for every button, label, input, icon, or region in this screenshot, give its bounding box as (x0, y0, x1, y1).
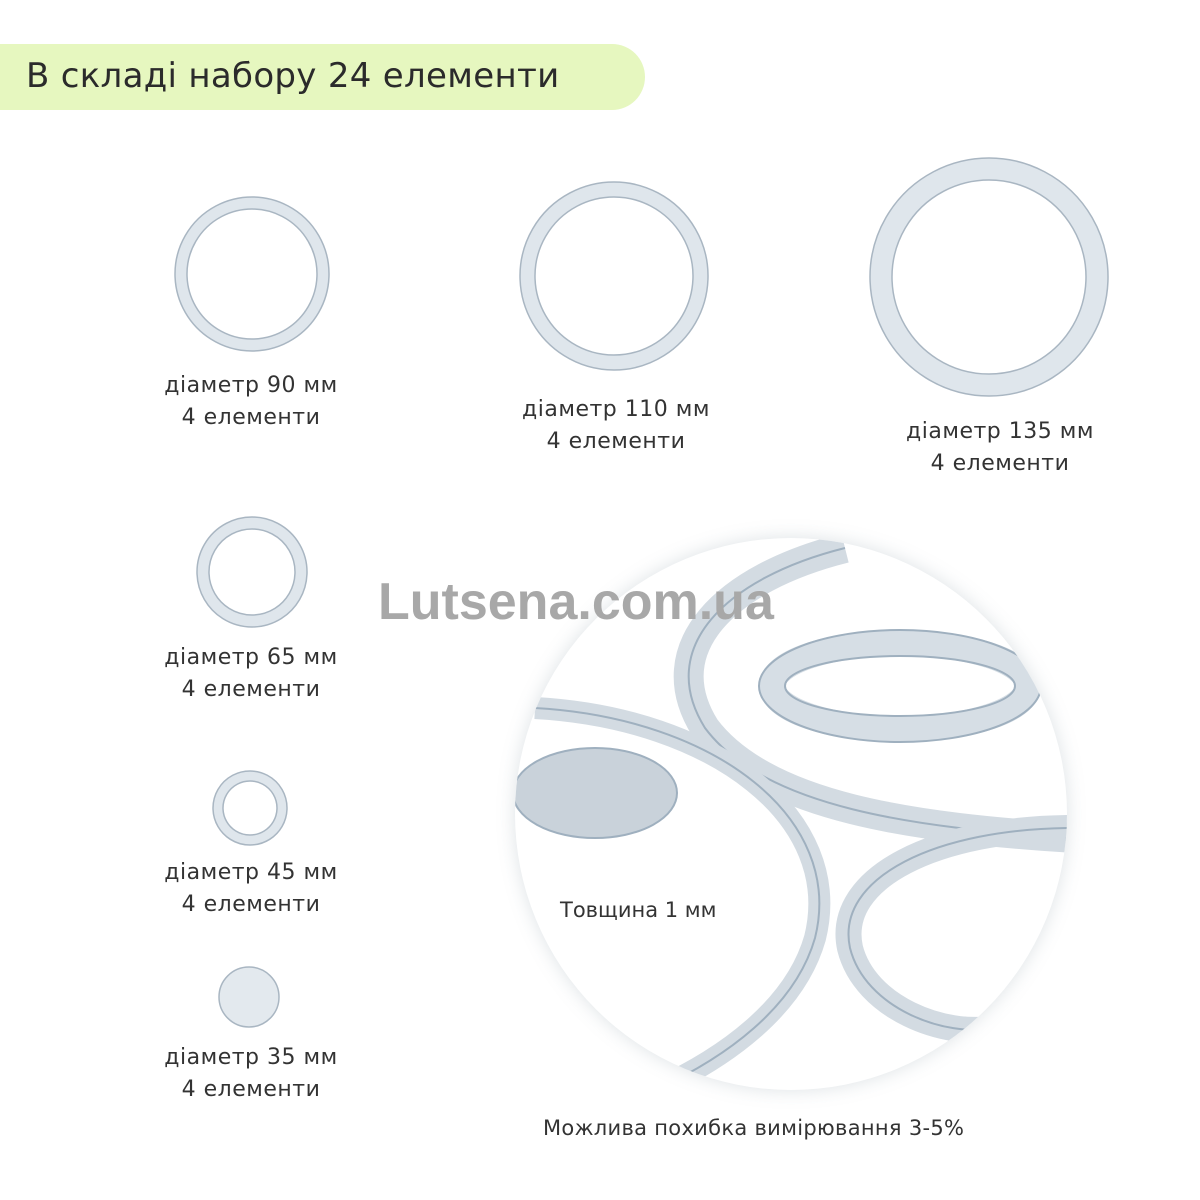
ring-count-text: 4 елементи (181, 405, 321, 430)
banner-title: В складі набору 24 елементи (26, 56, 560, 96)
ring-110mm-image (518, 180, 710, 372)
watermark-text: Lutsena.com.ua (378, 573, 774, 631)
ring-135mm-image (868, 156, 1110, 398)
thickness-label: Товщина 1 мм (560, 898, 717, 922)
ring-count-text: 4 елементи (181, 1077, 321, 1102)
ring-65mm-image (195, 515, 309, 629)
ring-90mm-label (101, 370, 401, 434)
ring-45mm-image (211, 769, 289, 847)
ring-diameter-text: діаметр 135 мм (906, 419, 1094, 444)
ring-45mm-label (101, 857, 401, 921)
ring-diameter-text: діаметр 90 мм (164, 373, 338, 398)
title-banner (0, 44, 645, 110)
ring-count-text: 4 елементи (546, 429, 686, 454)
ring-110mm-label (466, 394, 766, 458)
ring-90mm-image (173, 195, 331, 353)
ring-count-text: 4 елементи (930, 451, 1070, 476)
ring-count-text: 4 елементи (181, 892, 321, 917)
measurement-note: Можлива похибка вимірювання 3-5% (543, 1116, 965, 1140)
ring-diameter-text: діаметр 45 мм (164, 860, 338, 885)
ring-diameter-text: діаметр 110 мм (522, 397, 710, 422)
disc-35mm-image (217, 965, 281, 1029)
ring-65mm-label (101, 642, 401, 706)
ring-135mm-label (850, 416, 1150, 480)
disc-35mm-label (101, 1042, 401, 1106)
ring-diameter-text: діаметр 65 мм (164, 645, 338, 670)
ring-diameter-text: діаметр 35 мм (164, 1045, 338, 1070)
ring-count-text: 4 елементи (181, 677, 321, 702)
